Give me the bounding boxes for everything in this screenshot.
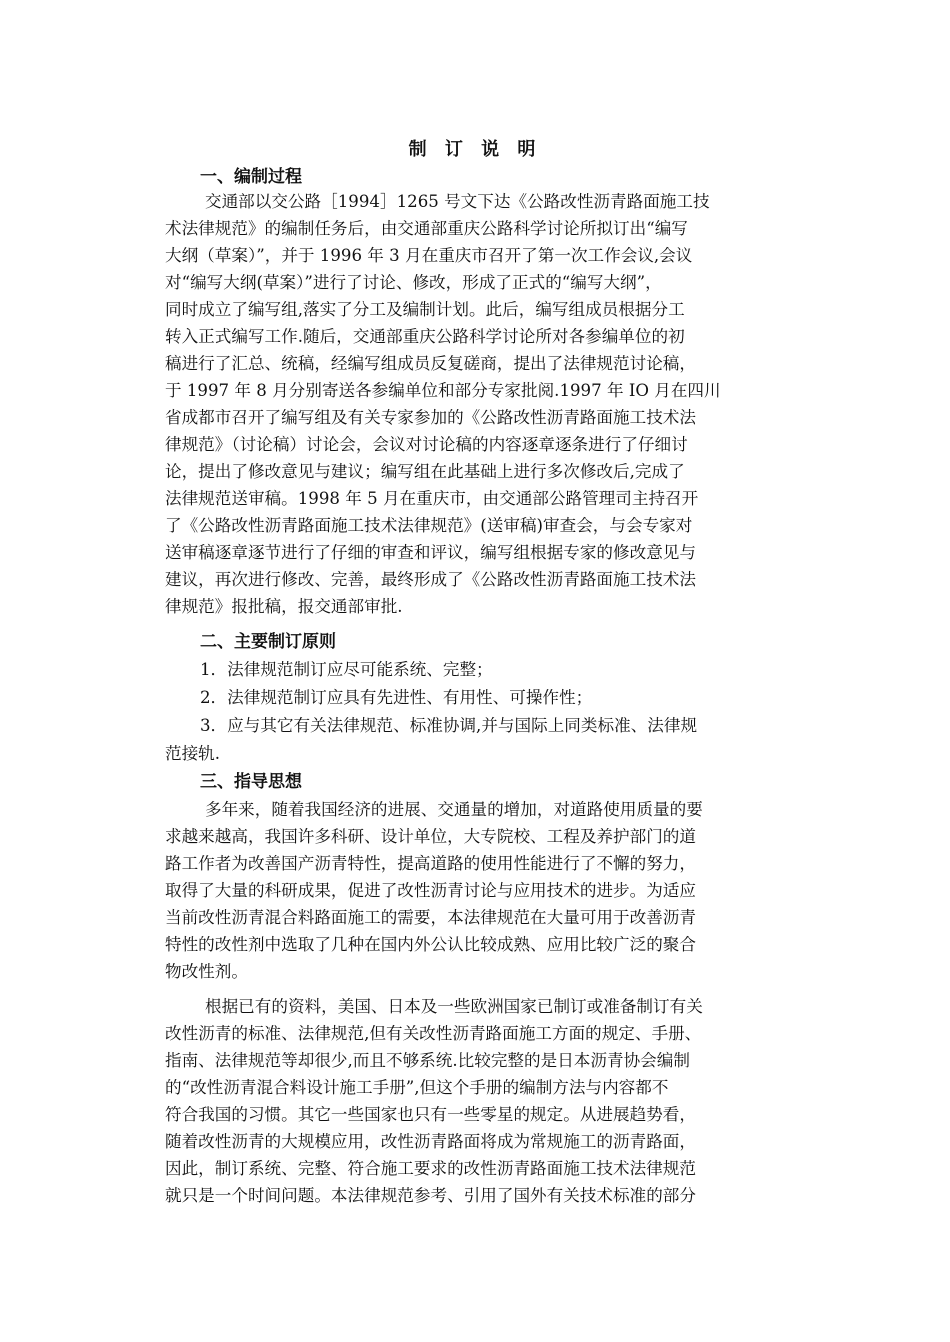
paragraph-line: 改性沥青的标准、法律规范,但有关改性沥青路面施工方面的规定、手册、 — [165, 1024, 702, 1043]
document-title: 制 订 说 明 — [408, 139, 542, 160]
paragraph-line: 物改性剂。 — [165, 962, 248, 981]
paragraph-line: 符合我国的习惯。其它一些国家也只有一些零星的规定。从进展趋势看， — [165, 1105, 696, 1124]
paragraph-line: 大纲（草案）”，并于 1996 年 3 月在重庆市召开了第一次工作会议,会议 — [165, 246, 693, 265]
list-item-continuation: 范接轨. — [165, 744, 221, 763]
paragraph-line: 论，提出了修改意见与建议；编写组在此基础上进行多次修改后,完成了 — [165, 462, 685, 481]
paragraph-line: 取得了大量的科研成果，促进了改性沥青讨论与应用技术的进步。为适应 — [165, 881, 696, 900]
paragraph-line: 指南、法律规范等却很少,而且不够系统.比较完整的是日本沥青协会编制 — [165, 1051, 690, 1070]
section-heading-1: 一、编制过程 — [200, 167, 302, 187]
section-heading-2: 二、主要制订原则 — [200, 632, 336, 652]
paragraph-line: 的“改性沥青混合料设计施工手册”,但这个手册的编制方法与内容都不 — [165, 1078, 669, 1097]
paragraph-line: 多年来，随着我国经济的进展、交通量的增加，对道路使用质量的要 — [205, 800, 703, 819]
paragraph-line: 特性的改性剂中选取了几种在国内外公认比较成熟、应用比较广泛的聚合 — [165, 935, 696, 954]
paragraph-line: 因此，制订系统、完整、符合施工要求的改性沥青路面施工技术法律规范 — [165, 1159, 696, 1178]
paragraph-line: 于 1997 年 8 月分别寄送各参编单位和部分专家批阅.1997 年 IO 月在四川 — [165, 381, 721, 400]
list-item: 1．法律规范制订应尽可能系统、完整； — [200, 660, 493, 679]
paragraph-line: 了《公路改性沥青路面施工技术法律规范》(送审稿)审查会，与会专家对 — [165, 516, 693, 535]
list-item: 3．应与其它有关法律规范、标准协调,并与国际上同类标准、法律规 — [200, 716, 698, 735]
paragraph-line: 交通部以交公路［1994］1265 号文下达《公路改性沥青路面施工技 — [205, 192, 710, 211]
paragraph-line: 随着改性沥青的大规模应用，改性沥青路面将成为常规施工的沥青路面， — [165, 1132, 696, 1151]
paragraph-line: 对“编写大纲(草案）”进行了讨论、修改，形成了正式的“编写大纲”， — [165, 273, 662, 292]
paragraph-line: 律规范》（讨论稿）讨论会，会议对讨论稿的内容逐章逐条进行了仔细讨 — [165, 435, 688, 454]
paragraph-line: 转入正式编写工作.随后，交通部重庆公路科学讨论所对各参编单位的初 — [165, 327, 685, 346]
section-heading-3: 三、指导思想 — [200, 772, 302, 792]
paragraph-line: 建议，再次进行修改、完善，最终形成了《公路改性沥青路面施工技术法 — [165, 570, 696, 589]
paragraph-line: 当前改性沥青混合料路面施工的需要，本法律规范在大量可用于改善沥青 — [165, 908, 696, 927]
paragraph-line: 法律规范送审稿。1998 年 5 月在重庆市，由交通部公路管理司主持召开 — [165, 489, 699, 508]
paragraph-line: 同时成立了编写组,落实了分工及编制计划。此后，编写组成员根据分工 — [165, 300, 685, 319]
paragraph-line: 根据已有的资料，美国、日本及一些欧洲国家已制订或准备制订有关 — [205, 997, 703, 1016]
paragraph-line: 送审稿逐章逐节进行了仔细的审查和评议，编写组根据专家的修改意见与 — [165, 543, 696, 562]
list-item: 2．法律规范制订应具有先进性、有用性、可操作性； — [200, 688, 593, 707]
paragraph-line: 路工作者为改善国产沥青特性，提高道路的使用性能进行了不懈的努力， — [165, 854, 696, 873]
paragraph-line: 术法律规范》的编制任务后，由交通部重庆公路科学讨论所拟订出“编写 — [165, 219, 688, 238]
paragraph-line: 稿进行了汇总、统稿，经编写组成员反复磋商，提出了法律规范讨论稿， — [165, 354, 696, 373]
paragraph-line: 求越来越高，我国许多科研、设计单位，大专院校、工程及养护部门的道 — [165, 827, 696, 846]
paragraph-line: 省成都市召开了编写组及有关专家参加的《公路改性沥青路面施工技术法 — [165, 408, 696, 427]
paragraph-line: 就只是一个时间问题。本法律规范参考、引用了国外有关技术标准的部分 — [165, 1186, 696, 1205]
paragraph-line: 律规范》报批稿，报交通部审批. — [165, 597, 403, 616]
